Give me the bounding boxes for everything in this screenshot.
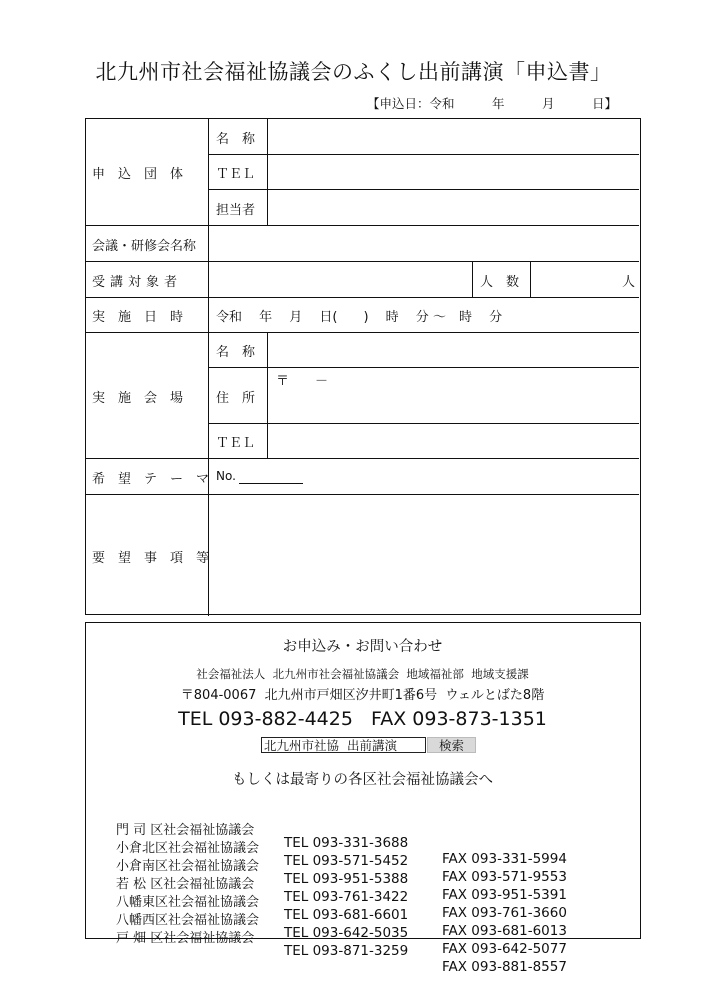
theme-label: 希 望 テ ー マ (92, 472, 210, 487)
office-name: 若 松 区社会福祉協議会 (116, 877, 255, 892)
row-divider (86, 332, 639, 333)
contact-organization: 社会福祉法人 北九州市社会福祉協議会 地域福祉部 地域支援課 (196, 667, 529, 681)
application-date: 【申込日：令和 年 月 日】 (367, 96, 618, 111)
office-name: 小倉南区社会福祉協議会 (116, 859, 260, 874)
row-divider (86, 261, 639, 262)
office-tel: TEL 093-331-3688 (284, 835, 409, 851)
contact-address: 〒804-0067 北九州市戸畑区汐井町1番6号 ウェルとばた8階 (180, 688, 545, 703)
venue-label: 実 施 会 場 (92, 391, 184, 406)
office-fax: FAX 093-761-3660 (442, 905, 567, 921)
contact-heading: お申込み・お問い合わせ (282, 639, 443, 655)
tel-label: ＴＥＬ (216, 167, 256, 182)
office-name: 八幡西区社会福祉協議会 (116, 913, 260, 928)
office-tel: TEL 093-951-5388 (284, 871, 409, 887)
address-label: 住 所 (216, 391, 256, 406)
office-fax: FAX 093-881-8557 (442, 959, 567, 975)
theme-no-underline (239, 483, 303, 484)
search-button[interactable]: 検索 (427, 737, 476, 753)
col-divider (208, 119, 209, 225)
office-tel: TEL 093-761-3422 (284, 889, 409, 905)
search-input[interactable]: 北九州市社協 出前講演 (261, 737, 426, 753)
headcount-label: 人 数 (480, 275, 520, 290)
person-unit: 人 (622, 275, 636, 290)
application-form (85, 118, 641, 615)
row-divider (86, 297, 639, 298)
col-divider (472, 261, 473, 297)
office-tel: TEL 093-642-5035 (284, 925, 409, 941)
requests-label: 要 望 事 項 等 (92, 551, 210, 566)
postal-code-mark: 〒 － (276, 374, 329, 389)
name-label: 名 称 (216, 132, 256, 147)
office-fax: FAX 093-571-9553 (442, 869, 567, 885)
row-divider (208, 189, 639, 190)
office-fax: FAX 093-642-5077 (442, 941, 567, 957)
col-divider (267, 332, 268, 458)
target-audience-label: 受講対象者 (92, 275, 183, 290)
office-fax: FAX 093-331-5994 (442, 851, 567, 867)
district-subheading: もしくは最寄りの各区社会福祉協議会へ (232, 772, 493, 788)
venue-tel-label: ＴＥＬ (216, 436, 256, 451)
row-divider (86, 494, 639, 495)
datetime-value: 令和 年 月 日( ) 時 分 〜 時 分 (216, 310, 503, 325)
office-fax: FAX 093-951-5391 (442, 887, 567, 903)
office-name: 八幡東区社会福祉協議会 (116, 895, 260, 910)
row-divider (86, 458, 639, 459)
applicant-group-label: 申 込 団 体 (92, 167, 184, 182)
col-divider (530, 261, 531, 297)
office-tel: TEL 093-681-6601 (284, 907, 409, 923)
office-name: 門 司 区社会福祉協議会 (116, 823, 255, 838)
person-in-charge-label: 担当者 (216, 203, 256, 218)
datetime-label: 実 施 日 時 (92, 310, 184, 325)
office-name: 戸 畑 区社会福祉協議会 (116, 931, 255, 946)
row-divider (208, 423, 639, 424)
office-tel: TEL 093-571-5452 (284, 853, 409, 869)
office-name: 小倉北区社会福祉協議会 (116, 841, 260, 856)
row-divider (208, 154, 639, 155)
office-tel: TEL 093-871-3259 (284, 943, 409, 959)
col-divider (267, 119, 268, 225)
main-phone: TEL 093-882-4425 FAX 093-873-1351 (178, 708, 547, 730)
theme-no-label: No. (216, 469, 236, 483)
page-title: 北九州市社会福祉協議会のふくし出前講演「申込書」 (95, 60, 612, 84)
office-fax: FAX 093-681-6013 (442, 923, 567, 939)
contact-box (85, 622, 641, 975)
row-divider (208, 367, 639, 368)
venue-name-label: 名 称 (216, 345, 256, 360)
row-divider (86, 225, 639, 226)
meeting-name-label: 会議・研修会名称 (92, 239, 197, 254)
col-divider (208, 225, 209, 261)
